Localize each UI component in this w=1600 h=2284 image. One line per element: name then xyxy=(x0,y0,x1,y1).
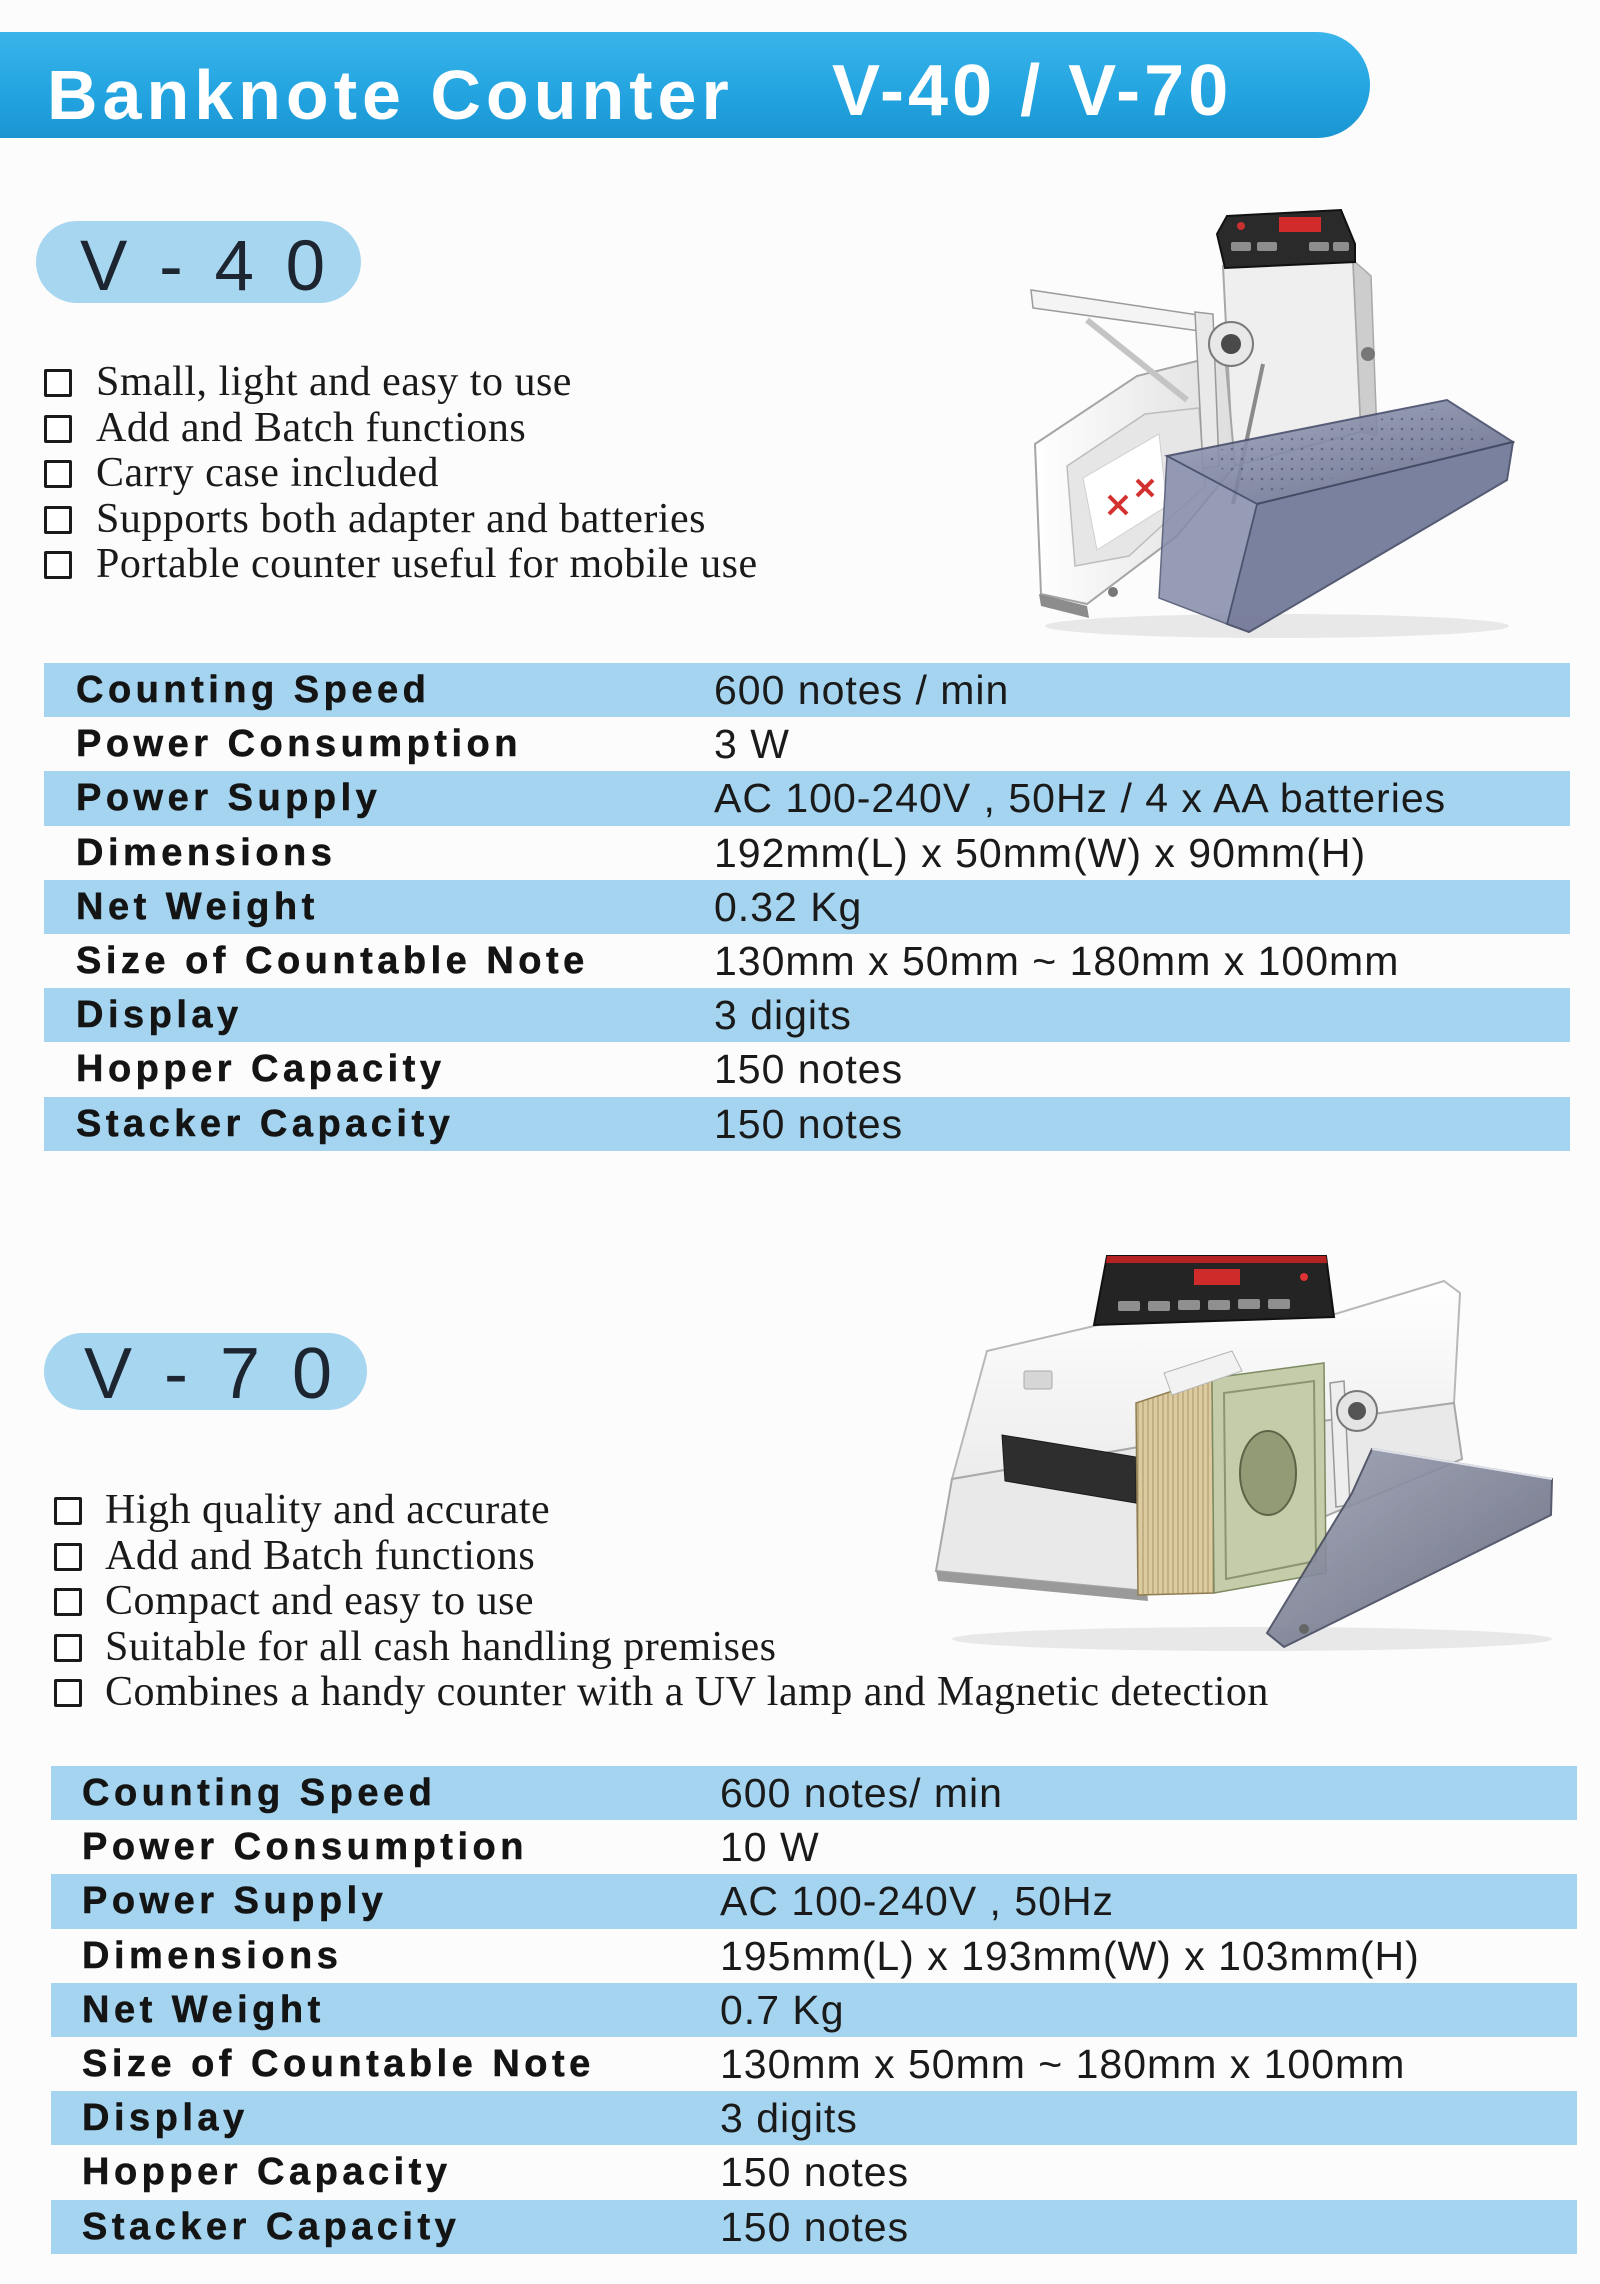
spec-value: 3 digits xyxy=(714,992,852,1039)
spec-label: Power Supply xyxy=(82,1880,388,1923)
page-title: Banknote Counter xyxy=(47,56,734,134)
feature-item xyxy=(54,1488,1269,1534)
spec-label: Display xyxy=(76,994,243,1037)
model-badge-label: V - 7 0 xyxy=(84,1334,339,1414)
feature-text: Combines a handy counter with a UV lamp and Magnetic detection xyxy=(105,1669,1269,1715)
spec-label: Size of Countable Note xyxy=(82,2042,595,2085)
spec-label: Dimensions xyxy=(76,831,337,874)
feature-text: Add and Batch functions xyxy=(96,404,527,451)
feature-text: Supports both adapter and batteries xyxy=(96,495,707,542)
header-models: V-40 / V-70 xyxy=(832,51,1233,131)
spec-value: 3 digits xyxy=(720,2095,858,2142)
spec-value: 3 W xyxy=(714,721,790,768)
table-row xyxy=(51,2091,1577,2145)
spec-label: Net Weight xyxy=(82,1988,325,2031)
feature-item xyxy=(44,451,758,497)
spec-value: 0.32 Kg xyxy=(714,883,863,930)
spec-label: Stacker Capacity xyxy=(76,1102,455,1145)
table-row xyxy=(51,1874,1577,1928)
feature-item xyxy=(44,542,758,588)
checkbox-icon xyxy=(44,460,72,488)
table-row xyxy=(44,934,1570,988)
feature-list-v70 xyxy=(54,1488,1269,1716)
spec-value: 600 notes/ min xyxy=(720,1770,1003,1816)
feature-text: Add and Batch functions xyxy=(105,1532,536,1579)
table-row xyxy=(51,1983,1577,2037)
feature-text: Portable counter useful for mobile use xyxy=(96,541,758,587)
spec-value: AC 100-240V , 50Hz / 4 x AA batteries xyxy=(714,775,1447,822)
spec-label: Power Consumption xyxy=(82,1826,528,1869)
control-panel xyxy=(1094,1256,1334,1325)
spec-label: Counting Speed xyxy=(76,669,431,711)
feature-item xyxy=(44,360,758,406)
feature-text: Small, light and easy to use xyxy=(96,359,572,405)
checkbox-icon xyxy=(54,1543,82,1571)
spec-table-v40 xyxy=(44,663,1570,1151)
table-row xyxy=(51,2200,1577,2254)
table-row xyxy=(44,826,1570,880)
feature-item xyxy=(54,1534,1269,1580)
spec-table-v70 xyxy=(51,1766,1577,2254)
checkbox-icon xyxy=(44,415,72,443)
header-banner xyxy=(0,32,1370,138)
table-row xyxy=(44,771,1570,825)
table-row xyxy=(44,663,1570,717)
checkbox-icon xyxy=(44,369,72,397)
feature-item xyxy=(54,1670,1269,1716)
model-badge-v40 xyxy=(36,221,361,306)
feature-item xyxy=(54,1579,1269,1625)
spec-label: Stacker Capacity xyxy=(82,2205,461,2248)
spec-label: Counting Speed xyxy=(82,1772,437,1814)
spec-value: 150 notes xyxy=(714,1046,904,1093)
table-row xyxy=(44,1042,1570,1096)
spec-value: 150 notes xyxy=(720,2203,910,2250)
spec-value: 150 notes xyxy=(720,2149,910,2196)
spec-label: Dimensions xyxy=(82,1934,343,1977)
spec-label: Power Consumption xyxy=(76,723,522,766)
spec-label: Hopper Capacity xyxy=(82,2151,452,2194)
spec-value: 0.7 Kg xyxy=(720,1986,845,2033)
v40-illustration xyxy=(1027,204,1515,641)
shadow xyxy=(1045,614,1509,638)
feature-text: High quality and accurate xyxy=(105,1487,551,1533)
table-row xyxy=(51,1820,1577,1874)
spec-value: 195mm(L) x 193mm(W) x 103mm(H) xyxy=(720,1932,1420,1979)
spec-label: Net Weight xyxy=(76,885,319,928)
model-badge-label: V - 4 0 xyxy=(80,227,332,306)
spec-value: 150 notes xyxy=(714,1100,904,1147)
feature-text: Suitable for all cash handling premises xyxy=(105,1623,777,1670)
table-row xyxy=(44,880,1570,934)
spec-value: 10 W xyxy=(720,1824,820,1871)
roller xyxy=(1337,1391,1377,1431)
table-row xyxy=(44,1097,1570,1151)
feature-item xyxy=(54,1625,1269,1671)
checkbox-icon xyxy=(44,551,72,579)
banknote-counter-v40-icon xyxy=(1027,204,1515,641)
model-badge-v70 xyxy=(44,1333,367,1414)
table-row xyxy=(44,988,1570,1042)
checkbox-icon xyxy=(54,1588,82,1616)
table-row xyxy=(51,2037,1577,2091)
spec-label: Hopper Capacity xyxy=(76,1048,446,1091)
feature-text: Compact and easy to use xyxy=(105,1578,535,1624)
table-row xyxy=(44,717,1570,771)
checkbox-icon xyxy=(44,506,72,534)
spec-value: AC 100-240V , 50Hz xyxy=(720,1878,1115,1925)
spec-value: 600 notes / min xyxy=(714,667,1010,713)
checkbox-icon xyxy=(54,1679,82,1707)
table-row xyxy=(51,1929,1577,1983)
feature-list-v40 xyxy=(44,360,758,588)
feature-text: Carry case included xyxy=(96,450,440,496)
control-panel xyxy=(1217,210,1355,268)
spec-label: Display xyxy=(82,2097,249,2140)
checkbox-icon xyxy=(54,1634,82,1662)
checkbox-icon xyxy=(54,1497,82,1525)
table-row xyxy=(51,1766,1577,1820)
feature-item xyxy=(44,406,758,452)
spec-label: Power Supply xyxy=(76,777,382,820)
feature-item xyxy=(44,497,758,543)
table-row xyxy=(51,2145,1577,2199)
spec-value: 130mm x 50mm ~ 180mm x 100mm xyxy=(720,2040,1406,2087)
spec-value: 130mm x 50mm ~ 180mm x 100mm xyxy=(714,937,1400,984)
spec-label: Size of Countable Note xyxy=(76,939,589,982)
spec-value: 192mm(L) x 50mm(W) x 90mm(H) xyxy=(714,829,1367,876)
